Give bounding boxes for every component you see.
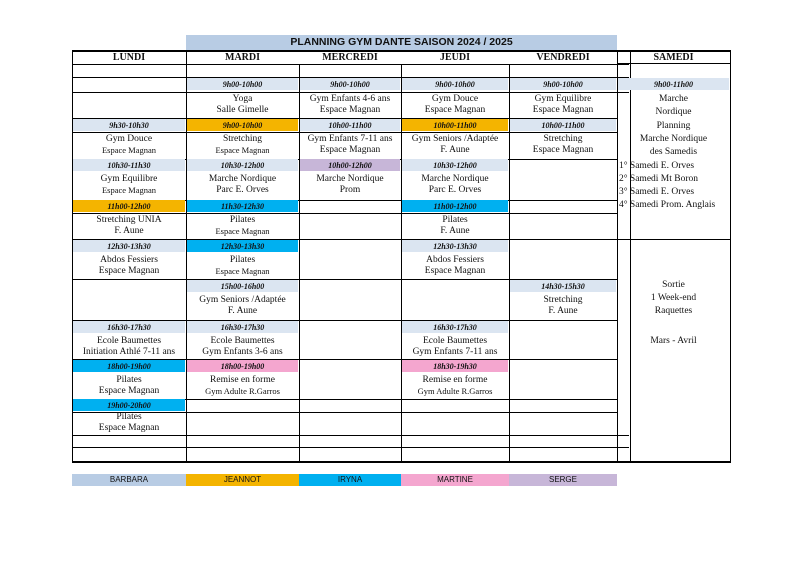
class-cell: Gym Enfants 4-6 ans Espace Magnan (309, 93, 391, 115)
class-cell: Remise en forme Gym Adulte R.Garros (417, 374, 493, 396)
class-cell: Gym Douce Espace Magnan (101, 133, 157, 155)
time-slot: 18h00-19h00 (73, 360, 185, 372)
class-cell: Gym Seniors /Adaptée F. Aune (199, 295, 286, 316)
time-slot: 9h00-10h00 (187, 119, 298, 131)
time-slot: 9h00-10h00 (187, 78, 298, 90)
time-slot: 16h30-17h30 (187, 321, 298, 333)
class-cell: Marche Nordique Parc E. Orves (421, 174, 489, 195)
time-slot: 10h30-11h30 (73, 159, 185, 171)
legend-serge: SERGE (509, 474, 617, 486)
time-slot: 9h00-10h00 (300, 78, 400, 90)
class-cell: Pilates Espace Magnan (98, 374, 160, 396)
time-slot: 18h30-19h30 (402, 360, 508, 372)
time-slot: 16h30-17h30 (73, 321, 185, 333)
class-cell: Abdos Fessiers Espace Magnan (98, 255, 160, 276)
class-cell: Pilates Espace Magnan (215, 255, 270, 276)
time-slot: 9h00-10h00 (402, 78, 508, 90)
time-slot: 16h30-17h30 (402, 321, 508, 333)
class-cell: Ecole Baumettes Gym Enfants 3-6 ans (202, 335, 283, 357)
class-cell: Pilates Espace Magnan (215, 215, 270, 236)
class-cell: Yoga Salle Gimelle (216, 93, 269, 115)
class-cell: Ecole Baumettes Initiation Athlé 7-11 ans (82, 335, 176, 357)
day-header-mardi: MARDI (225, 52, 260, 63)
legend-iryna: IRYNA (299, 474, 401, 486)
class-cell: Gym Seniors /Adaptée F. Aune (411, 133, 499, 155)
time-slot: 10h30-12h00 (402, 159, 508, 171)
time-slot: 15h00-16h00 (187, 280, 298, 292)
class-cell: Gym Douce Espace Magnan (424, 93, 486, 115)
class-cell: Pilates Espace Magnan (98, 412, 160, 433)
class-cell: Marche Nordique Parc E. Orves (208, 174, 277, 195)
class-cell: Gym Equilibre Espace Magnan (100, 174, 158, 195)
class-cell: Gym Enfants 7-11 ans Espace Magnan (307, 133, 393, 155)
time-slot: 18h00-19h00 (187, 360, 298, 372)
class-cell: Stretching Espace Magnan (532, 133, 594, 155)
class-cell: Remise en forme Gym Adulte R.Garros (205, 374, 280, 396)
class-cell: Ecole Baumettes Gym Enfants 7-11 ans (412, 335, 498, 357)
time-slot: 12h30-13h30 (187, 240, 298, 252)
class-cell: Stretching F. Aune (543, 295, 583, 316)
time-slot: 19h00-20h00 (73, 399, 185, 411)
class-cell: Gym Equilibre Espace Magnan (532, 93, 594, 115)
time-slot: 11h30-12h30 (187, 200, 298, 212)
samedi-sortie: Sortie 1 Week-end Raquettes (650, 280, 697, 316)
time-slot: 9h00-10h00 (510, 78, 616, 90)
class-cell: Pilates F. Aune (440, 215, 470, 236)
time-slot: 12h30-13h30 (402, 240, 508, 252)
samedi-planning: Planning Marche Nordique des Samedis (639, 121, 708, 157)
legend-martine: MARTINE (401, 474, 509, 486)
class-cell: Stretching Espace Magnan (215, 133, 270, 155)
page-title: PLANNING GYM DANTE SAISON 2024 / 2025 (186, 35, 617, 50)
time-slot: 10h00-11h00 (300, 119, 400, 131)
time-slot: 9h30-10h30 (73, 119, 185, 131)
class-cell: Marche Nordique Prom (316, 174, 384, 195)
samedi-rotation: 1° Samedi E. Orves 2° Samedi Mt Boron 3° Samedi E. Orves 4° Samedi Prom. Anglais (619, 161, 716, 210)
time-slot: 12h30-13h30 (73, 240, 185, 252)
samedi-marche: Marche Nordique (655, 94, 692, 117)
time-slot: 11h00-12h00 (73, 200, 185, 212)
time-slot: 10h00-11h00 (510, 119, 616, 131)
class-cell: Stretching UNIA F. Aune (96, 215, 162, 236)
day-header-jeudi: JEUDI (439, 52, 470, 63)
time-slot: 14h30-15h30 (510, 280, 616, 292)
class-cell: Abdos Fessiers Espace Magnan (424, 255, 486, 276)
samedi-period: Mars - Avril (650, 336, 697, 346)
time-slot: 10h00-12h00 (300, 159, 400, 171)
legend-jeannot: JEANNOT (186, 474, 299, 486)
day-header-vendredi: VENDREDI (536, 52, 590, 63)
legend-barbara: BARBARA (72, 474, 186, 486)
time-slot: 10h30-12h00 (187, 159, 298, 171)
day-header-lundi: LUNDI (112, 52, 146, 63)
day-header-samedi: SAMEDI (653, 52, 694, 63)
time-slot: 9h00-11h00 (618, 78, 729, 90)
day-header-mercredi: MERCREDI (322, 52, 378, 63)
time-slot: 10h00-11h00 (402, 119, 508, 131)
time-slot: 11h00-12h00 (402, 200, 508, 212)
